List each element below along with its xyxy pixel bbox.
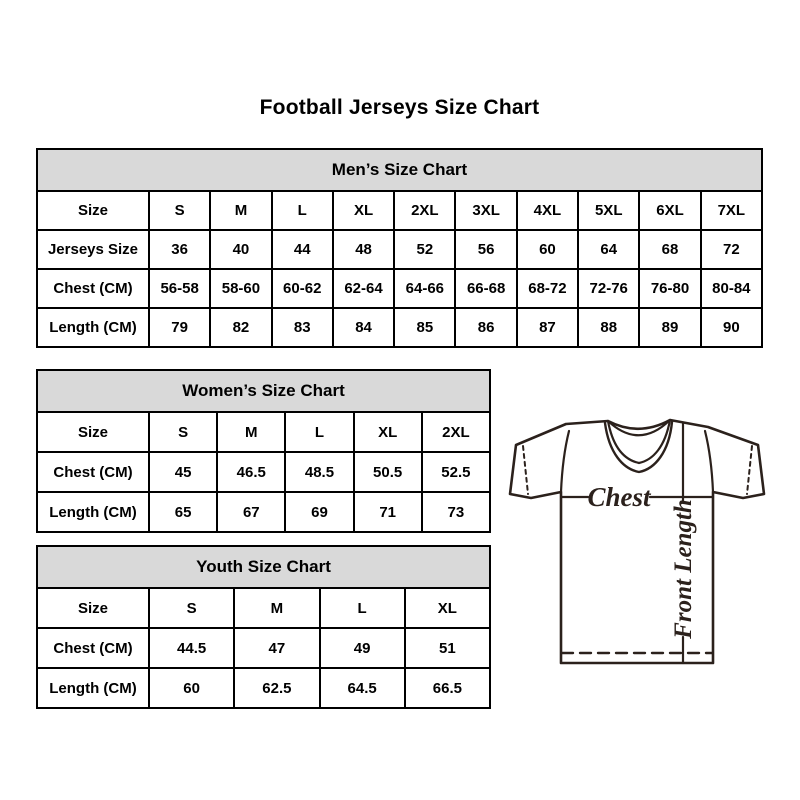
table-cell: 64-66 (394, 269, 455, 308)
table-cell: 44 (272, 230, 333, 269)
table-cell: 49 (320, 628, 405, 668)
table-cell: 87 (517, 308, 578, 347)
table-row (37, 191, 762, 230)
table-cell: 36 (149, 230, 210, 269)
table-cell: S (149, 191, 210, 230)
table-cell: 6XL (639, 191, 700, 230)
row-label-cell: Chest (CM) (37, 269, 149, 308)
table-cell: 89 (639, 308, 700, 347)
table-cell: 5XL (578, 191, 639, 230)
front-length-label: Front Length (669, 499, 697, 639)
table-row (37, 668, 490, 708)
table-cell: 64.5 (320, 668, 405, 708)
womens-table-title: Women’s Size Chart (37, 370, 490, 412)
table-cell: 80-84 (701, 269, 762, 308)
row-label-cell: Length (CM) (37, 308, 149, 347)
table-cell: 67 (217, 492, 285, 532)
row-label-cell: Size (37, 191, 149, 230)
table-cell: 76-80 (639, 269, 700, 308)
table-cell: 86 (455, 308, 516, 347)
table-cell: L (320, 588, 405, 628)
table-cell: 72-76 (578, 269, 639, 308)
table-cell: 51 (405, 628, 490, 668)
youth-size-table (36, 545, 491, 709)
table-cell: M (234, 588, 319, 628)
table-cell: 62.5 (234, 668, 319, 708)
mens-table-title: Men’s Size Chart (37, 149, 762, 191)
table-cell: S (149, 412, 217, 452)
table-cell: 52 (394, 230, 455, 269)
table-cell: 2XL (394, 191, 455, 230)
table-row (37, 588, 490, 628)
table-cell: 84 (333, 308, 394, 347)
table-row (37, 452, 490, 492)
chest-label: Chest (587, 482, 651, 512)
table-cell: XL (354, 412, 422, 452)
table-cell: 90 (701, 308, 762, 347)
table-cell: 66-68 (455, 269, 516, 308)
table-cell: 40 (210, 230, 271, 269)
row-label-cell: Chest (CM) (37, 452, 149, 492)
table-cell: XL (333, 191, 394, 230)
jersey-measurement-diagram (501, 402, 769, 670)
row-label-cell: Size (37, 412, 149, 452)
table-cell: 3XL (455, 191, 516, 230)
table-cell: XL (405, 588, 490, 628)
table-cell: 68 (639, 230, 700, 269)
jersey-outline (510, 420, 764, 663)
table-cell: 85 (394, 308, 455, 347)
table-cell: 2XL (422, 412, 490, 452)
table-cell: 82 (210, 308, 271, 347)
table-cell: 68-72 (517, 269, 578, 308)
table-row (37, 230, 762, 269)
table-cell: 64 (578, 230, 639, 269)
table-cell: 48.5 (285, 452, 353, 492)
table-cell: 56 (455, 230, 516, 269)
table-cell: 47 (234, 628, 319, 668)
table-cell: 62-64 (333, 269, 394, 308)
table-cell: 52.5 (422, 452, 490, 492)
table-cell: 7XL (701, 191, 762, 230)
table-cell: M (210, 191, 271, 230)
row-label-cell: Size (37, 588, 149, 628)
table-cell: 79 (149, 308, 210, 347)
table-cell: 45 (149, 452, 217, 492)
table-row (37, 308, 762, 347)
table-cell: 60-62 (272, 269, 333, 308)
table-cell: 58-60 (210, 269, 271, 308)
womens-size-table (36, 369, 491, 533)
table-cell: 66.5 (405, 668, 490, 708)
table-cell: 69 (285, 492, 353, 532)
table-cell: 50.5 (354, 452, 422, 492)
jersey-diagram-icon (501, 402, 769, 670)
table-cell: 46.5 (217, 452, 285, 492)
table-cell: 56-58 (149, 269, 210, 308)
table-cell: 48 (333, 230, 394, 269)
table-cell: 4XL (517, 191, 578, 230)
table-cell: L (285, 412, 353, 452)
table-cell: 65 (149, 492, 217, 532)
mens-size-table (36, 148, 763, 348)
table-row (37, 492, 490, 532)
table-cell: 44.5 (149, 628, 234, 668)
row-label-cell: Chest (CM) (37, 628, 149, 668)
table-cell: S (149, 588, 234, 628)
table-cell: 60 (149, 668, 234, 708)
table-cell: 71 (354, 492, 422, 532)
table-cell: 72 (701, 230, 762, 269)
row-label-cell: Length (CM) (37, 492, 149, 532)
table-cell: 88 (578, 308, 639, 347)
row-label-cell: Length (CM) (37, 668, 149, 708)
youth-table-title: Youth Size Chart (37, 546, 490, 588)
page-title: Football Jerseys Size Chart (259, 96, 540, 119)
table-cell: 60 (517, 230, 578, 269)
table-row (37, 269, 762, 308)
table-cell: 73 (422, 492, 490, 532)
table-cell: 83 (272, 308, 333, 347)
table-cell: L (272, 191, 333, 230)
table-row (37, 412, 490, 452)
table-row (37, 628, 490, 668)
row-label-cell: Jerseys Size (37, 230, 149, 269)
table-cell: M (217, 412, 285, 452)
